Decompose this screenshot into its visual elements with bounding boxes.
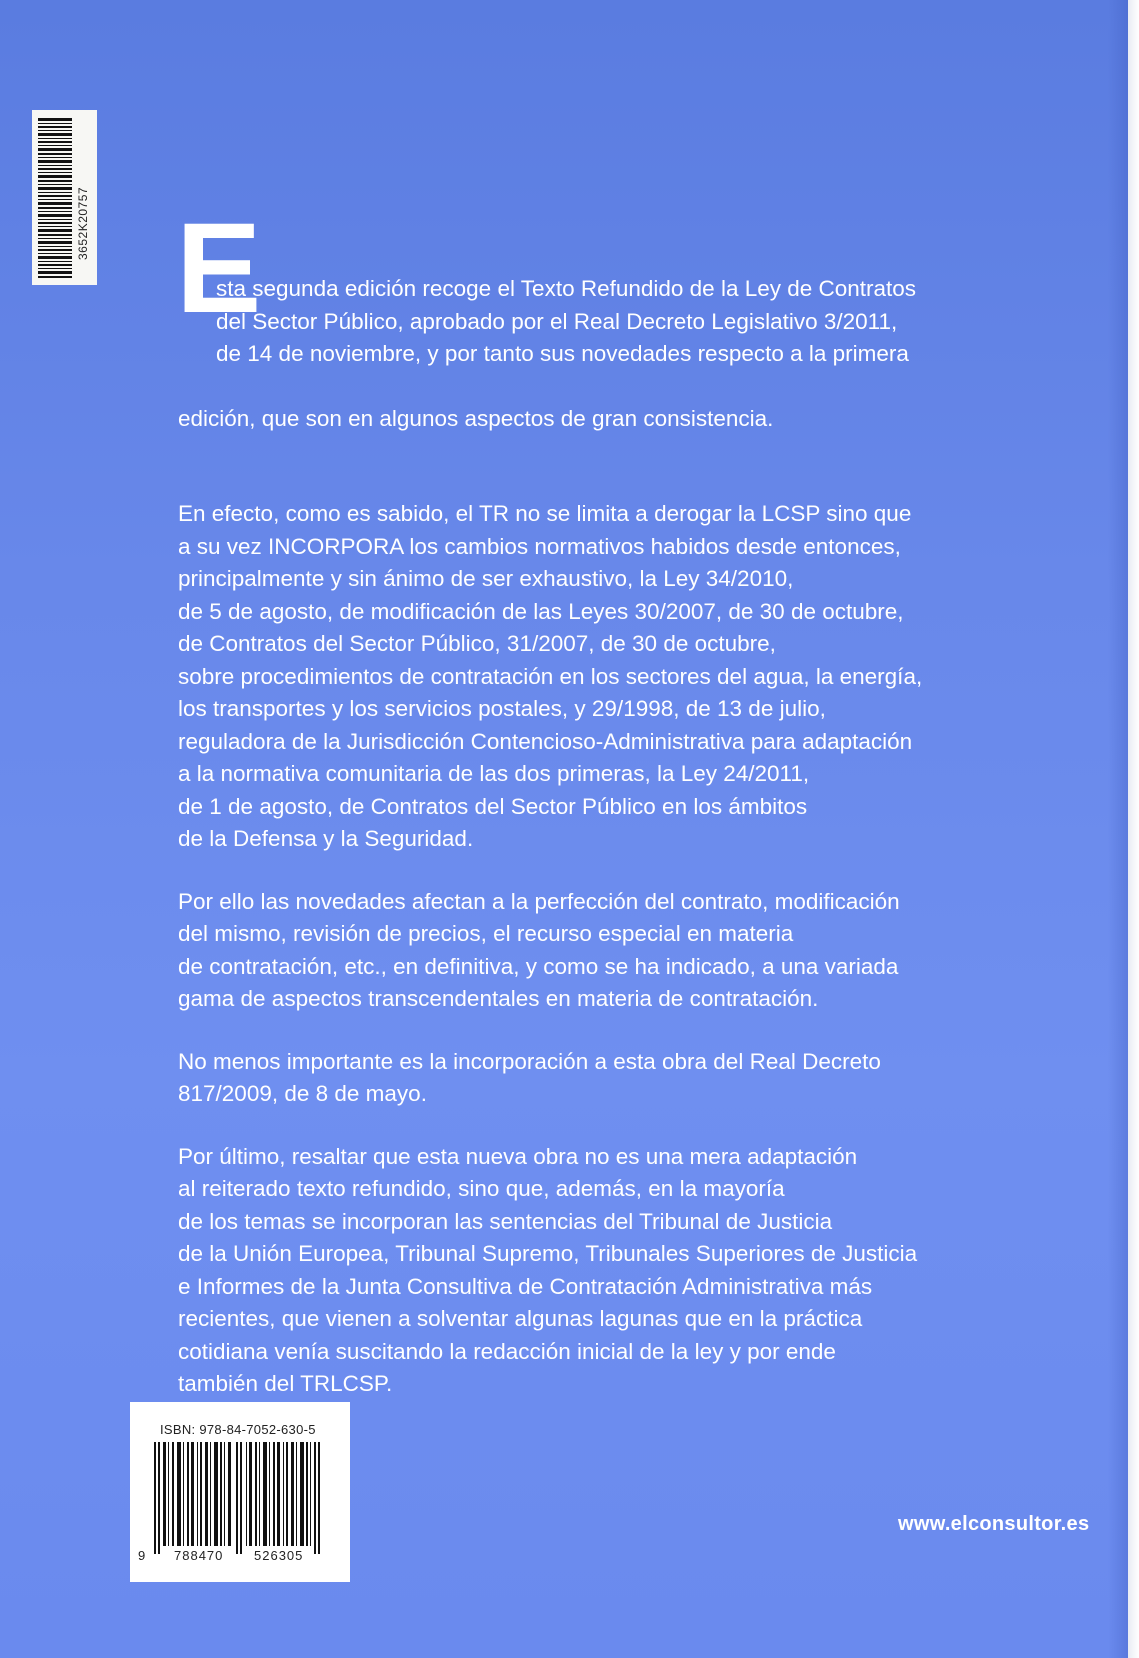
isbn-barcode-box — [130, 1402, 350, 1582]
paragraph-4: No menos importante es la incorporación a esta obra del Real Decreto 817/2009, de 8 de mayo. — [178, 1048, 881, 1106]
paragraph-2: En efecto, como es sabido, el TR no se limita a derogar la LCSP sino que a su vez INCORPORA los cambios normativos habidos desde entonces, principalmente y sin ánimo de ser exhaustivo, la Ley 34/2010, de 5 de agosto, de modificación de las Leyes 30/2007, de 30 de octubre, de Contratos del Sector Público, 31/2007, de 30 de octubre, sobre procedimientos de contratación en los sectores del agua, la energía, los transportes y los servicios postales, y 29/1998, de 13 de julio, reguladora de la Jurisdicción Contencioso-Administrativa para adaptación a la normativa comunitaria de las dos primeras, la Ley 24/2011, de 1 de agosto, de Contratos del Sector Público en los ámbitos de la Defensa y la Seguridad. — [178, 501, 923, 851]
ean-digits-right: 526305 — [254, 1548, 304, 1563]
isbn-barcode-icon — [150, 1442, 330, 1554]
sku-code: 3652K20757 — [76, 186, 90, 260]
paragraph-1 — [176, 197, 1018, 468]
cover-shade — [1108, 0, 1128, 1658]
page-edge — [1128, 0, 1139, 1658]
sku-barcode-icon — [38, 118, 72, 278]
isbn-label: ISBN: 978-84-7052-630-5 — [160, 1422, 316, 1437]
drop-cap: E — [176, 197, 262, 340]
sku-barcode-label — [32, 110, 97, 285]
paragraph-3: Por ello las novedades afectan a la perfección del contrato, modificación del mismo, revisión de precios, el recurso especial en materia de contratación, etc., en definitiva, y como se ha indicado, a una variada gama de aspectos transcendentales en materia de contratación. — [178, 888, 900, 1011]
paragraph-1-tail: edición, que son en algunos aspectos de gran consistencia. — [178, 406, 774, 431]
ean-digits-left: 788470 — [174, 1548, 224, 1563]
publisher-website[interactable]: www.elconsultor.es — [898, 1513, 1090, 1535]
ean-digit-lead: 9 — [138, 1548, 147, 1563]
back-cover-text — [176, 197, 1018, 1431]
paragraph-1-lead: sta segunda edición recoge el Texto Refundido de la Ley de Contratos del Sector Público, aprobado por el Real Decreto Legislativo 3/2011, de 14 de noviembre, y por tanto sus novedades respecto a la primera — [216, 276, 917, 366]
paragraph-5: Por último, resaltar que esta nueva obra no es una mera adaptación al reiterado texto refundido, sino que, además, en la mayoría de los temas se incorporan las sentencias del Tribunal de Justicia de la Unión Europea, Tribunal Supremo, Tribunales Superiores de Justicia e Informes de la Junta Consultiva de Contratación Administrativa más recientes, que vienen a solventar algunas lagunas que en la práctica cotidiana venía suscitando la redacción inicial de la ley y por ende también del TRLCSP. — [178, 1143, 918, 1396]
